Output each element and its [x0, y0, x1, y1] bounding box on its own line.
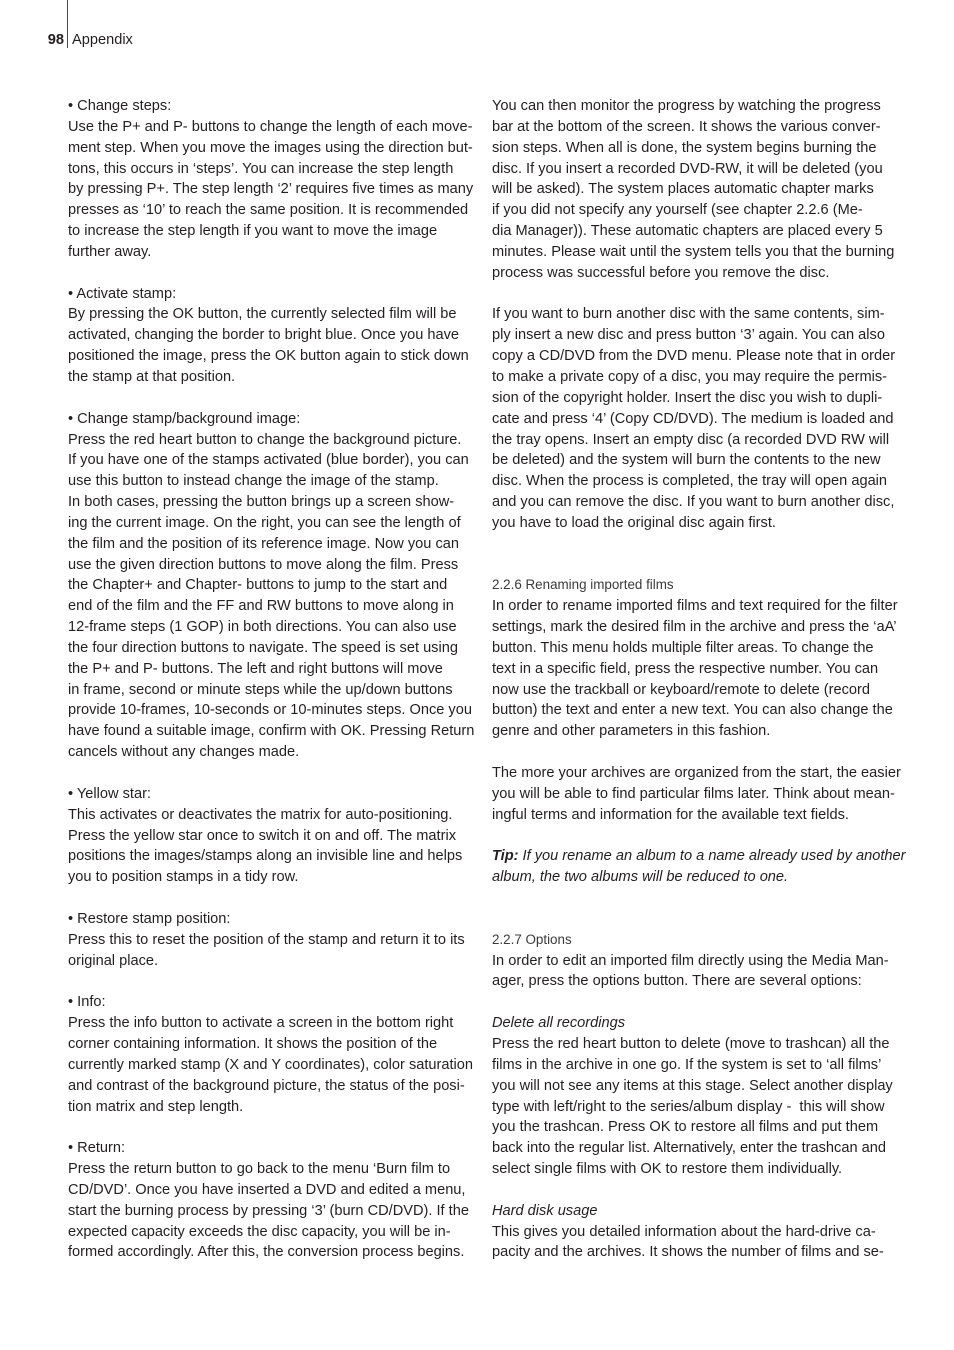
right-column	[492, 96, 912, 1263]
text-line: use the given direction buttons to move along the film. Press	[68, 556, 459, 573]
text-line: presses as ‘10’ to reach the same position. It is recommended	[68, 202, 469, 219]
text-line: disc. When the process is completed, the tray will open again	[492, 473, 888, 490]
bullet-heading: • Yellow star:	[68, 785, 151, 802]
text-line: If you want to burn another disc with the same contents, sim-	[492, 306, 885, 323]
text-line: start the burning process by pressing ‘3’ (burn CD/DVD). If the	[68, 1202, 469, 1219]
text-line: and you can remove the disc. If you want to burn another disc,	[492, 494, 895, 511]
text-line: genre and other parameters in this fashion.	[492, 723, 771, 740]
section-heading: 2.2.7 Options	[492, 931, 572, 947]
text-line: ing the current image. On the right, you can see the length of	[68, 514, 461, 531]
text-line: in frame, second or minute steps while the up/down buttons	[68, 681, 453, 698]
text-line: In order to edit an imported film directly using the Media Man-	[492, 952, 889, 969]
text-block	[492, 1201, 912, 1264]
text-line: original place.	[68, 952, 159, 969]
text-line: You can then monitor the progress by watching the progress	[492, 98, 881, 114]
text-line: films in the archive in one go. If the system is set to ‘all films’	[492, 1056, 882, 1073]
bullet-heading: • Restore stamp position:	[68, 910, 231, 927]
text-line: minutes. Please wait until the system tells you that the burning	[492, 243, 895, 260]
text-block	[68, 909, 480, 972]
text-line: ingful terms and information for the available text fields.	[492, 806, 849, 823]
tip-line	[492, 846, 912, 867]
text-line: the P+ and P- buttons. The left and right buttons will move	[68, 660, 443, 677]
text-line: further away.	[68, 243, 152, 260]
bullet-heading: • Change steps:	[68, 98, 172, 114]
text-line: In order to rename imported films and text required for the filter	[492, 598, 898, 615]
text-line: currently marked stamp (X and Y coordinates), color saturation	[68, 1056, 474, 1073]
text-line: be deleted) and the system will burn the contents to the new	[492, 452, 881, 469]
text-line: Use the P+ and P- buttons to change the length of each move-	[68, 118, 473, 135]
text-line: you will not see any items at this stage. Select another display	[492, 1077, 893, 1094]
bullet-heading: • Change stamp/background image:	[68, 410, 301, 427]
text-line: the Chapter+ and Chapter- buttons to jump to the start and	[68, 577, 448, 594]
bullet-heading: • Return:	[68, 1140, 126, 1157]
tip-text: If you rename an album to a name already used by another	[522, 848, 906, 865]
text-line: to increase the step length if you want to move the image	[68, 223, 438, 240]
text-line: button) the text and enter a new text. You can also change the	[492, 702, 893, 719]
tip-line: album, the two albums will be reduced to one.	[492, 869, 789, 886]
text-line: by pressing P+. The step length ‘2’ requires five times as many	[68, 181, 474, 198]
text-line: By pressing the OK button, the currently selected film will be	[68, 306, 457, 323]
text-line: and contrast of the background picture, the status of the posi-	[68, 1077, 465, 1094]
text-block	[492, 96, 912, 284]
page-number: 98	[47, 32, 64, 48]
text-line: to make a private copy of a disc, you may require the permis-	[492, 368, 888, 385]
text-line: Press the info button to activate a screen in the bottom right	[68, 1015, 454, 1032]
text-line: settings, mark the desired film in the archive and press the ‘aA’	[492, 619, 897, 636]
text-line: tons, this occurs in ‘steps’. You can increase the step length	[68, 160, 454, 177]
text-block	[492, 763, 912, 826]
text-block	[492, 304, 912, 533]
text-line: In both cases, pressing the button brings up a screen show-	[68, 494, 455, 511]
text-block	[68, 1138, 480, 1263]
text-line: Press the red heart button to delete (move to trashcan) all the	[492, 1035, 890, 1052]
text-line: process was successful before you remove the disc.	[492, 264, 830, 281]
text-block	[68, 284, 480, 388]
tip-label: Tip:	[492, 848, 519, 865]
text-line: the tray opens. Insert an empty disc (a recorded DVD RW will	[492, 431, 890, 448]
text-line: back into the regular list. Alternatively, enter the trashcan and	[492, 1140, 886, 1157]
text-line: bar at the bottom of the screen. It shows the various conver-	[492, 118, 881, 135]
text-line: CD/DVD’. Once you have inserted a DVD and edited a menu,	[68, 1181, 466, 1198]
text-line: select single films with OK to restore them individually.	[492, 1161, 843, 1178]
text-line: now use the trackball or keyboard/remote to delete (record	[492, 681, 871, 698]
left-column	[68, 96, 480, 1263]
text-line: This gives you detailed information about the hard-drive ca-	[492, 1223, 876, 1240]
text-line: will be asked). The system places automatic chapter marks	[492, 181, 874, 198]
subheading: Hard disk usage	[492, 1202, 598, 1219]
text-line: the film and the position of its reference image. Now you can	[68, 535, 459, 552]
text-line: positioned the image, press the OK button again to stick down	[68, 348, 469, 365]
text-line: cancels without any changes made.	[68, 744, 300, 761]
text-line: cate and press ‘4’ (Copy CD/DVD). The medium is loaded and	[492, 410, 894, 427]
text-line: formed accordingly. After this, the conversion process begins.	[68, 1244, 465, 1261]
text-line: button. This menu holds multiple filter areas. To change the	[492, 639, 874, 656]
text-line: dia Manager)). These automatic chapters are placed every 5	[492, 223, 883, 240]
section	[492, 930, 912, 993]
text-line: if you did not specify any yourself (see chapter 2.2.6 (Me-	[492, 202, 863, 219]
text-line: use this button to instead change the image of the stamp.	[68, 473, 439, 490]
text-line: 12-frame steps (1 GOP) in both directions. You can also use	[68, 619, 457, 636]
text-line: pacity and the archives. It shows the number of films and se-	[492, 1244, 884, 1261]
header-divider	[67, 0, 68, 48]
text-block	[492, 846, 912, 888]
text-block	[68, 992, 480, 1117]
text-line: end of the film and the FF and RW buttons to move along in	[68, 598, 454, 615]
text-line: you will be able to find particular films later. Think about mean-	[492, 785, 895, 802]
text-line: ager, press the options button. There are several options:	[492, 973, 862, 990]
text-block	[68, 96, 480, 263]
subheading: Delete all recordings	[492, 1015, 626, 1032]
section-heading: 2.2.6 Renaming imported films	[492, 577, 674, 593]
text-line: Press the red heart button to change the background picture.	[68, 431, 462, 448]
running-header: Appendix	[72, 32, 133, 48]
text-line: expected capacity exceeds the disc capacity, you will be in-	[68, 1223, 451, 1240]
bullet-heading: • Activate stamp:	[68, 285, 177, 302]
text-line: Press this to reset the position of the stamp and return it to its	[68, 931, 465, 948]
text-line: the four direction buttons to navigate. The speed is set using	[68, 639, 458, 656]
text-line: you the trashcan. Press OK to restore all films and put them	[492, 1119, 879, 1136]
text-block	[68, 784, 480, 888]
text-line: Press the return button to go back to the menu ‘Burn film to	[68, 1161, 451, 1178]
text-line: positions the images/stamps along an invisible line and helps	[68, 848, 463, 865]
text-line: corner containing information. It shows the position of the	[68, 1035, 438, 1052]
text-line: you to position stamps in a tidy row.	[68, 869, 299, 886]
text-line: disc. If you insert a recorded DVD-RW, it will be deleted (you	[492, 160, 883, 177]
text-line: If you have one of the stamps activated (blue border), you can	[68, 452, 469, 469]
text-line: activated, changing the border to bright blue. Once you have	[68, 327, 460, 344]
text-line: sion steps. When all is done, the system begins burning the	[492, 139, 877, 156]
text-line: The more your archives are organized from the start, the easier	[492, 765, 901, 781]
bullet-heading: • Info:	[68, 994, 106, 1011]
text-line: you have to load the original disc again first.	[492, 514, 776, 531]
text-line: text in a specific field, press the respective number. You can	[492, 660, 879, 677]
section	[492, 575, 912, 742]
text-line: have found a suitable image, confirm with OK. Pressing Return	[68, 723, 475, 740]
text-line: This activates or deactivates the matrix for auto-positioning.	[68, 806, 453, 823]
text-line: copy a CD/DVD from the DVD menu. Please note that in order	[492, 348, 896, 365]
text-line: provide 10-frames, 10-seconds or 10-minutes steps. Once you	[68, 702, 472, 719]
text-line: sion of the copyright holder. Insert the disc you wish to dupli-	[492, 389, 883, 406]
text-block	[492, 1013, 912, 1180]
text-block	[68, 409, 480, 763]
text-line: Press the yellow star once to switch it on and off. The matrix	[68, 827, 456, 844]
text-line: type with left/right to the series/album display - this will show	[492, 1098, 885, 1115]
text-line: the stamp at that position.	[68, 368, 236, 385]
text-line: tion matrix and step length.	[68, 1098, 244, 1115]
text-line: ply insert a new disc and press button ‘3’ again. You can also	[492, 327, 885, 344]
text-line: ment step. When you move the images using the direction but-	[68, 139, 473, 156]
